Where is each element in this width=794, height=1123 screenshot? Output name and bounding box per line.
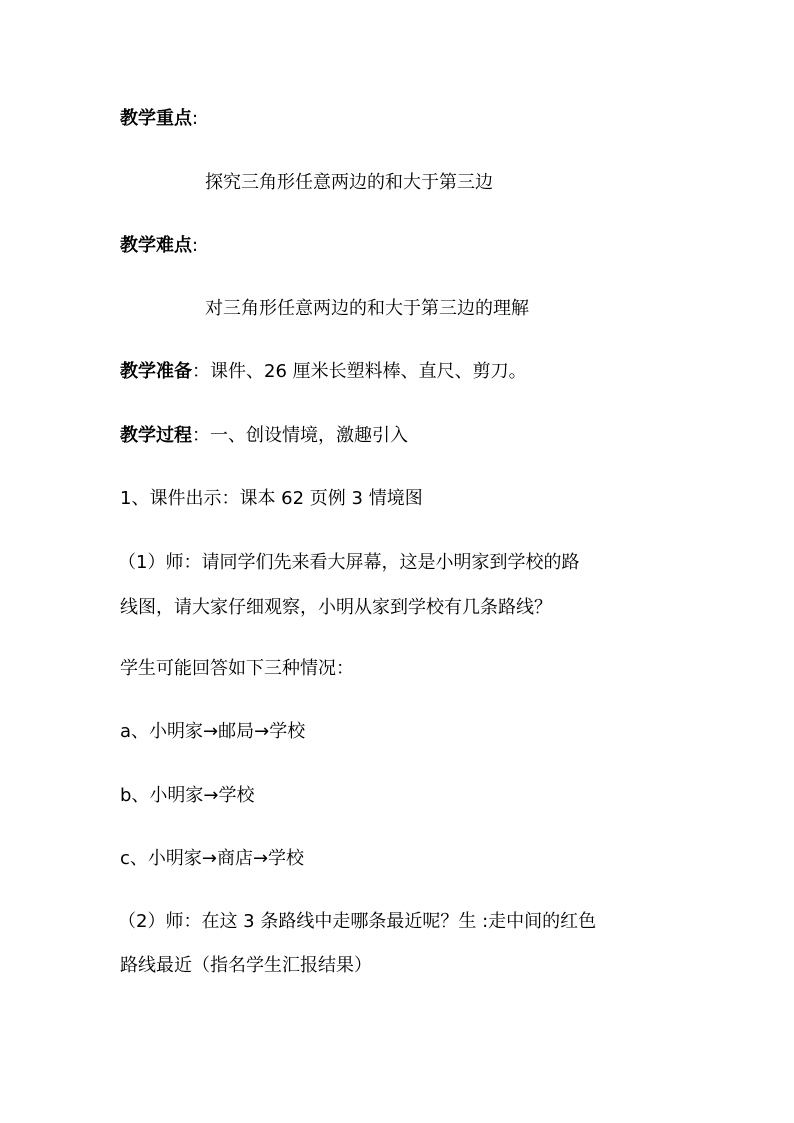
preparation-line: [120, 360, 527, 384]
difficulty-text: 对三角形任意两边的和大于第三边的理解: [205, 298, 529, 319]
process-line: [120, 424, 408, 448]
question-1-line-2: 线图，请大家仔细观察，小明从家到学校有几条路线？: [120, 597, 552, 618]
key-point-colon: :: [192, 108, 199, 129]
key-point-heading: [120, 107, 198, 131]
process-text: ：一、创设情境，激趣引入: [192, 425, 408, 446]
question-2-line-2: 路线最近（指名学生汇报结果）: [120, 955, 372, 976]
difficulty-colon: :: [192, 235, 199, 256]
answers-intro: 学生可能回答如下三种情况：: [120, 658, 354, 679]
prep-label: 教学准备: [120, 361, 192, 382]
route-c: c、小明家→商店→学校: [120, 848, 305, 869]
step-1: 1、课件出示：课本 62 页例 3 情境图: [120, 488, 423, 509]
route-b: b、小明家→学校: [120, 785, 255, 806]
key-point-label: 教学重点: [120, 108, 192, 129]
question-2-line-1: （2）师：在这 3 条路线中走哪条最近呢？生 :走中间的红色: [118, 911, 597, 932]
prep-text: ：课件、26 厘米长塑料棒、直尺、剪刀。: [192, 361, 527, 382]
route-a: a、小明家→邮局→学校: [120, 721, 306, 742]
difficulty-label: 教学难点: [120, 235, 192, 256]
process-label: 教学过程: [120, 425, 192, 446]
question-1-line-1: （1）师：请同学们先来看大屏幕，这是小明家到学校的路: [118, 552, 580, 573]
difficulty-heading: [120, 234, 198, 258]
key-point-text: 探究三角形任意两边的和大于第三边: [205, 172, 493, 193]
